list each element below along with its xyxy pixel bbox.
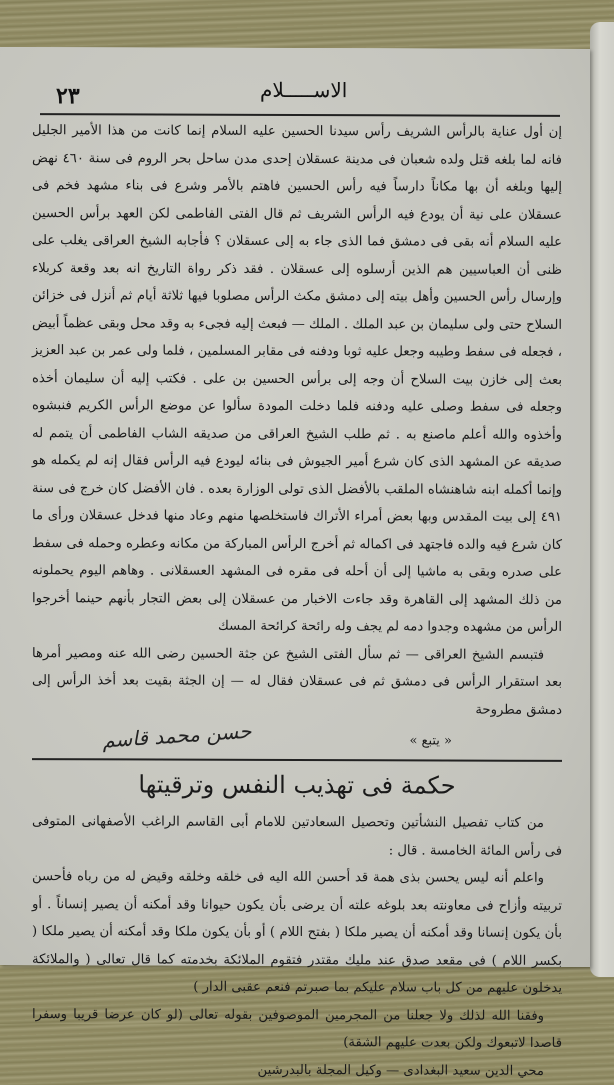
- adjacent-page-edge: [590, 22, 614, 977]
- running-title: الاســـــلام: [260, 77, 348, 103]
- article2-body: واعلم أنه ليس يحسن بذى همة قد أحسن الله اليه فى خلقه وخلقه وقيض له من رباه فأحسن تربيته وأزاح فى معاونته بعد بلوغه علته أن يرضى بأن يكون حيوانا وقد أمكنه أن يصير إنساناً . أو بأن يكون إنسانا وقد أمكنه أن يصير ملكا ( بفتح اللام ) أو بأن يكون ملكا وقد أمكنه أن يصير ملكا ( بكسر اللام ) فى مقعد صدق عند مليك مقتدر فتقوم الملائكة بخدمته كما قال تعالى ( والملائكة يدخلون عليهم من كل باب سلام عليكم بما صبرتم فنعم عقبى الدار ): [32, 869, 562, 996]
- article2-closing: وفقنا الله لذلك ولا جعلنا من المجرمين الموصوفين بقوله تعالى (لو كان عرضا قريبا وسفرا قاصدا لاتبعوك ولكن بعدت عليهم الشقة): [32, 1006, 562, 1051]
- article1-footer: [32, 718, 562, 758]
- page-header: [40, 77, 560, 117]
- magazine-page: [0, 47, 590, 1079]
- article2-intro: من كتاب تفصيل النشأتين وتحصيل السعادتين للامام أبى القاسم الراغب الأصفهانى المتوفى فى رأس المائة الخامسة . قال :: [32, 814, 562, 859]
- author-signature: حسن محمد قاسم: [101, 718, 253, 753]
- article2-title: حكمة فى تهذيب النفس وترقيتها: [138, 770, 456, 800]
- article1-paragraph: فتبسم الشيخ العراقى — ثم سأل الفتى الشيخ عن جثة الحسين رضى الله عنه ومصير أمرها بعد استقرار الرأس فى دمشق ثم فى عسقلان فقال له — إن الجثة بقيت بعد أخذ الرأس إلى دمشق مطروحة: [32, 645, 562, 718]
- page-number: ٢٣: [56, 83, 80, 110]
- continued-label: « يتبع »: [409, 733, 452, 749]
- page-content: [32, 117, 562, 1085]
- article1-paragraph: إن أول عناية بالرأس الشريف رأس سيدنا الحسين عليه السلام إنما كانت من هذا الأمير الجليل فانه لما بلغه قتل ولده شعبان فى مدينة عسقلان إحدى مدن ساحل بحر الروم فى سنة ٤٦٠ نهض إليها وبلغه أن بها مكاناً دارساً فيه رأس الحسين فاهتم بالأمر وشرع فى بناء مشهد فخم فى عسقلان على نية أن يودع فيه الرأس الشريف ثم قال الفتى الفاطمى لكن العهد برأس الحسين عليه السلام أنه بقى فى دمشق فما الذى جاء به إلى عسقلان ؟ فأجابه الشيخ العراقى يغلب على ظنى أن العباسيين هم الذين أرسلوه إلى عسقلان . فقد ذكر رواة التاريخ انه بعد وقعة كربلاء وإرسال رأس الحسين وأهل بيته إلى دمشق مكث الرأس مصلوبا فيها ثلاثة أيام ثم أنزل فى خزائن السلاح حتى ولى سليمان بن عبد الملك . الملك — فبعث إليه فجىء به وقد محل وبقى عظماً أبيض ، فجعله فى سفط وطيبه وجعل عليه ثوبا ودفنه فى مقابر المسلمين ، فلما ولى عمر بن عبد العزيز بعث إلى خازن بيت السلاح أن وجه إلى برأس الحسين بن على . فكتب إليه أن سليمان أخذه وجعله فى سفط وصلى عليه ودفنه فلما دخلت المودة سألوا عن موضع الرأس الكريم فنبشوه وأخذوه والله أعلم ماصنع به . ثم طلب الشيخ العراقى من صديقه الشاب الفاطمى أن يتمم له صديقه عن المشهد الذى كان شرع أمير الجيوش فى بنائه ليودع فيه الرأس فقال إنه لم يكمله هو وإنما أكمله ابنه شاهنشاه الملقب بالأفضل الذى تولى الوزارة بعده . فان الأفضل كان خرج فى سنة ٤٩١ إلى بيت المقدس وبها بعض أمراء الأتراك فاستخلصها منهم وعاد منها فدخل عسقلان ورأى ما كان شرع فيه والده فاجتهد فى اكماله ثم أخرج الرأس المباركة من مكانه وعطره وحمله فى سفط على صدره وبقى به ماشيا إلى أن أحله فى مقره فى المشهد العسقلانى . وهاهم اليوم يحملونه من ذلك المشهد إلى القاهرة وقد جاءت الاخبار من عسقلان إلى بعض التجار بأنهم حينما أخرجوا الرأس من مشهده وجدوا دمه لم يجف وله رائحة كرائحة المسك: [32, 123, 562, 635]
- article2-author: محي الدين سعيد البغدادى — وكيل المجلة بالبدرشين: [257, 1062, 544, 1079]
